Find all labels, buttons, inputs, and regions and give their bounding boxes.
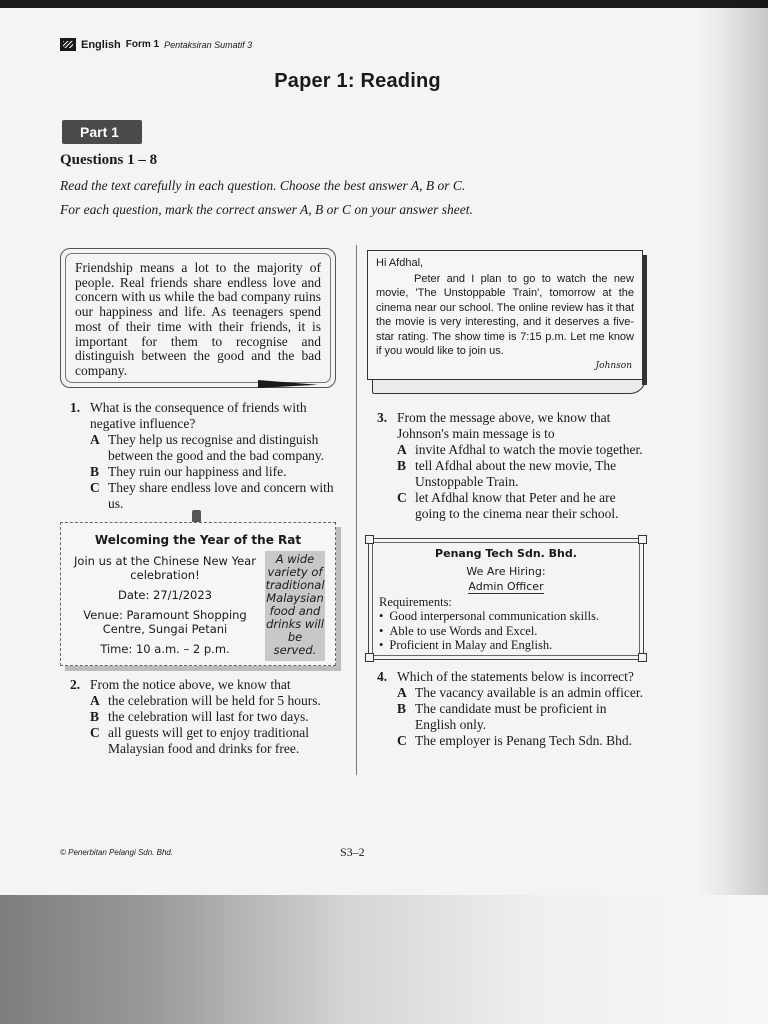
option-a[interactable] (90, 693, 342, 709)
job-requirements-label: Requirements: (379, 595, 452, 609)
job-hiring: We Are Hiring: (466, 565, 546, 578)
option-letter: C (397, 490, 407, 505)
notice-title: Welcoming the Year of the Rat (94, 533, 302, 547)
requirement-item: • Good interpersonal communication skills. (379, 609, 599, 624)
option-letter: B (397, 458, 407, 473)
option-text: let Afdhal know that Peter and he are going to the cinema near their school. (415, 490, 619, 521)
page-number: S3–2 (340, 845, 365, 859)
option-b[interactable] (397, 458, 647, 490)
friendship-text: Friendship means a lot to the majority of people. Real friends share endless love and concern with us while the bad company ruins our happiness and life. As teenagers spend most of their time with their friends, it is important for them to recognise and distinguish between the good and the bad company. (65, 253, 331, 383)
option-a[interactable] (90, 432, 342, 464)
option-text: They ruin our happiness and life. (108, 464, 287, 479)
notice-side-panel: A wide variety of traditional Malaysian food and drinks will be served. (265, 551, 325, 661)
job-advert-inner (372, 542, 640, 656)
header-subject: English (81, 38, 121, 51)
part-tab: Part 1 (62, 120, 142, 144)
option-b[interactable] (90, 464, 342, 480)
option-b[interactable] (397, 701, 647, 733)
option-c[interactable] (397, 490, 647, 522)
option-b[interactable] (90, 709, 342, 725)
note-curl (372, 378, 646, 394)
option-text: The employer is Penang Tech Sdn. Bhd. (415, 733, 633, 748)
option-text: tell Afdhal about the new movie, The Unstoppable Train. (415, 458, 617, 489)
celebration-notice (60, 522, 336, 666)
header-form: Form 1 (125, 39, 160, 50)
requirement-item: • Able to use Words and Excel. (379, 624, 599, 639)
question-number: 1. (70, 400, 81, 415)
option-letter: A (397, 442, 407, 457)
question-number: 4. (377, 669, 388, 684)
header-series: Pentaksiran Sumatif 3 (164, 39, 253, 50)
page-edge-shadow (698, 0, 768, 900)
option-letter: C (90, 725, 100, 740)
corner-ornament (365, 653, 374, 662)
notice-line: Venue: Paramount Shopping Centre, Sungai Petani (83, 608, 247, 636)
question-4 (377, 669, 647, 749)
page-title: Paper 1: Reading (274, 70, 441, 92)
notice-line: Join us at the Chinese New Year celebration! (74, 554, 256, 582)
question-stem: From the notice above, we know that (90, 677, 291, 692)
option-text: The candidate must be proficient in English only. (415, 701, 607, 732)
option-a[interactable] (397, 442, 647, 458)
question-stem: From the message above, we know that Johnson's main message is to (397, 410, 611, 441)
notice-details (67, 554, 263, 662)
option-text: invite Afdhal to watch the movie together. (415, 442, 643, 457)
option-letter: B (90, 464, 100, 479)
page-header (60, 38, 252, 51)
option-letter: B (397, 701, 407, 716)
job-advert (368, 538, 644, 660)
option-letter: A (90, 693, 100, 708)
corner-ornament (638, 535, 647, 544)
scan-top-edge (0, 0, 768, 8)
option-a[interactable] (397, 685, 647, 701)
option-letter: C (397, 733, 407, 748)
option-letter: A (397, 685, 407, 700)
job-role-text: Admin Officer (468, 580, 544, 593)
question-1 (70, 400, 342, 512)
option-text: They share endless love and concern with us. (108, 480, 334, 511)
job-requirements-list (379, 609, 599, 653)
notice-line: Date: 27/1/2023 (118, 588, 212, 602)
option-text: The vacancy available is an admin officer. (415, 685, 644, 700)
scan-bottom-shadow (0, 895, 768, 1024)
message-body: Peter and I plan to go to watch the new movie, 'The Unstoppable Train', tomorrow at the cinema near our school. The online review has it that the movie is very interesting, and it deserves a five-star rating. The show time is 7:15 p.m. Let me know if you would like to join us. (376, 272, 634, 357)
publisher-logo-icon (60, 38, 76, 51)
message-signature: Johnson (595, 360, 632, 371)
job-role (373, 580, 639, 593)
corner-ornament (365, 535, 374, 544)
message-greeting: Hi Afdhal, (376, 257, 424, 269)
friendship-text-box (60, 248, 336, 388)
question-2 (70, 677, 342, 757)
option-letter: C (90, 480, 100, 495)
questions-heading: Questions 1 – 8 (60, 152, 158, 168)
corner-ornament (638, 653, 647, 662)
option-text: the celebration will be held for 5 hours. (108, 693, 321, 708)
option-c[interactable] (397, 733, 647, 749)
option-c[interactable] (90, 725, 342, 757)
instruction-1: Read the text carefully in each question. Choose the best answer A, B or C. (60, 178, 466, 193)
option-text: They help us recognise and distinguish between the good and the bad company. (108, 432, 325, 463)
question-3 (377, 410, 647, 522)
question-stem: What is the consequence of friends with negative influence? (90, 400, 307, 431)
option-letter: B (90, 709, 100, 724)
question-stem: Which of the statements below is incorrect? (397, 669, 634, 684)
message-note (367, 250, 643, 380)
publisher-credit: © Penerbitan Pelangi Sdn. Bhd. (60, 848, 174, 857)
question-number: 3. (377, 410, 388, 425)
column-divider (356, 245, 357, 775)
instruction-2: For each question, mark the correct answer A, B or C on your answer sheet. (60, 202, 473, 217)
job-company: Penang Tech Sdn. Bhd. (435, 547, 577, 560)
question-number: 2. (70, 677, 81, 692)
option-text: the celebration will last for two days. (108, 709, 309, 724)
notice-line: Time: 10 a.m. – 2 p.m. (100, 642, 230, 656)
option-text: all guests will get to enjoy traditional Malaysian food and drinks for free. (108, 725, 309, 756)
option-letter: A (90, 432, 100, 447)
requirement-item: • Proficient in Malay and English. (379, 638, 599, 653)
option-c[interactable] (90, 480, 342, 512)
